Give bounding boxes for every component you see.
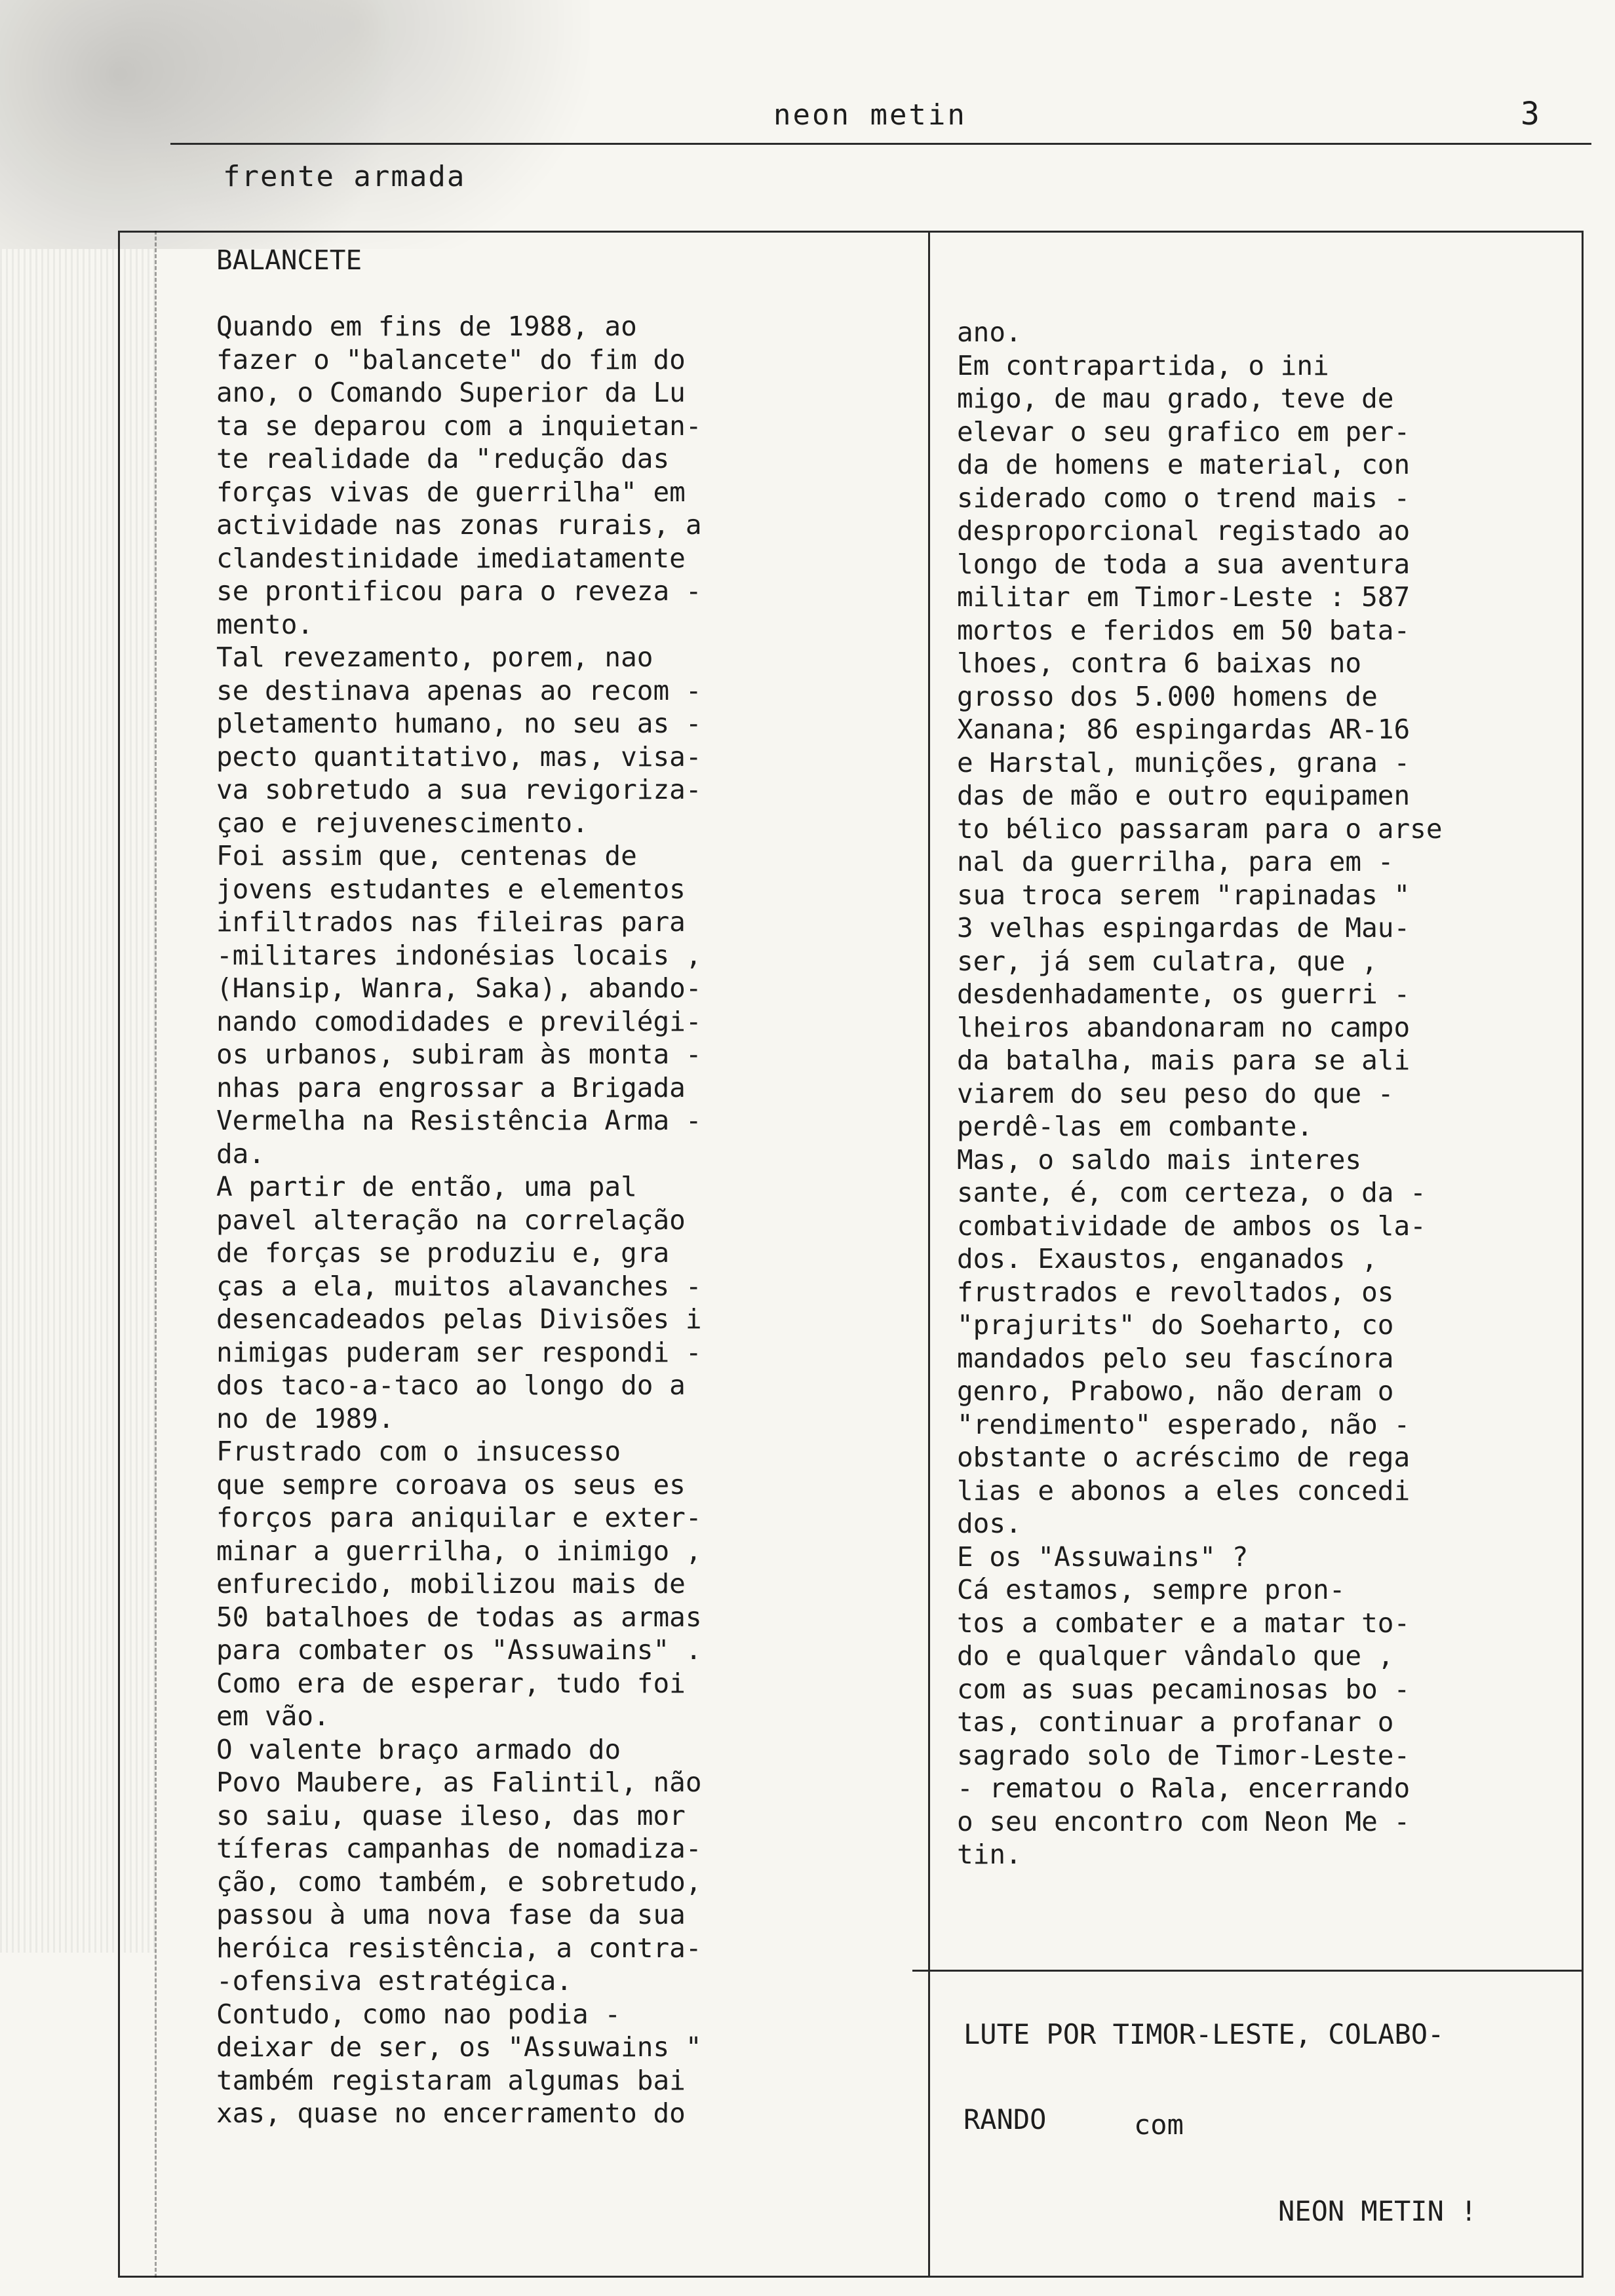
left-column — [216, 244, 898, 2130]
right-column-line: desproporcional registado ao — [957, 515, 1411, 546]
left-column-line: enfurecido, mobilizou mais de — [216, 1568, 686, 1599]
left-column-line: va sobretudo a sua revigoriza- — [216, 774, 702, 805]
left-column-line: também registaram algumas bai — [216, 2064, 686, 2096]
left-column-line: BALANCETE — [216, 244, 362, 276]
left-column-line: nimigas puderam ser respondi - — [216, 1336, 702, 1368]
right-column-line: nal da guerrilha, para em - — [957, 846, 1394, 877]
left-column-line: heróica resistência, a contra- — [216, 1932, 702, 1964]
left-column-line: O valente braço armado do — [216, 1733, 621, 1765]
right-column-line: da de homens e material, con — [957, 449, 1411, 480]
left-column-line: so saiu, quase ileso, das mor — [216, 1799, 686, 1831]
left-column-line: para combater os "Assuwains" . — [216, 1634, 702, 1666]
header-rule — [170, 143, 1591, 145]
advert-box — [950, 2012, 1553, 2248]
right-column-line: o seu encontro com Neon Me - — [957, 1805, 1411, 1837]
left-column-line: pavel alteração na correlação — [216, 1204, 686, 1236]
left-column-line: pletamento humano, no seu as - — [216, 708, 702, 739]
left-column-line: se destinava apenas ao recom - — [216, 674, 702, 706]
right-column-line: obstante o acréscimo de rega — [957, 1442, 1411, 1473]
left-column-line: (Hansip, Wanra, Saka), abando- — [216, 972, 702, 1004]
left-column-line: nhas para engrossar a Brigada — [216, 1071, 686, 1103]
right-column-line: E os "Assuwains" ? — [957, 1540, 1249, 1573]
right-column-line: siderado como o trend mais - — [957, 482, 1411, 514]
right-column-line: "prajurits" do Soeharto, co — [957, 1309, 1394, 1341]
right-column-line: ser, já sem culatra, que , — [957, 945, 1378, 977]
right-column-line: 3 velhas espingardas de Mau- — [957, 912, 1411, 944]
page-header — [0, 92, 1586, 144]
section-label: frente armada — [223, 160, 466, 193]
left-column-line: pecto quantitativo, mas, visa- — [216, 740, 702, 773]
right-column-line: tas, continuar a profanar o — [957, 1706, 1394, 1738]
left-column-line: mento. — [216, 608, 314, 640]
publication-title: neon metin — [773, 98, 967, 132]
left-column-line: Frustrado com o insucesso — [216, 1436, 621, 1467]
right-column-line: militar em Timor-Leste : 587 — [957, 581, 1411, 613]
right-column-line: do e qualquer vândalo que , — [957, 1640, 1394, 1672]
left-column-line: tíferas campanhas de nomadiza- — [216, 1833, 702, 1864]
left-column-line: passou à uma nova fase da sua — [216, 1899, 686, 1930]
advert-line-3: NEON METIN ! — [1278, 2195, 1477, 2227]
left-column-line: se prontificou para o reveza - — [216, 575, 702, 607]
right-column-line: migo, de mau grado, teve de — [957, 383, 1394, 414]
left-column-line: Vermelha na Resistência Arma - — [216, 1105, 702, 1136]
left-column-line: dos taco-a-taco ao longo do a — [216, 1369, 686, 1401]
right-column-line: - rematou o Rala, encerrando — [957, 1772, 1411, 1804]
right-column-line: sante, é, com certeza, o da - — [957, 1177, 1426, 1208]
page-number: 3 — [1521, 96, 1540, 132]
left-column-line: ças a ela, muitos alavanches - — [216, 1270, 702, 1302]
right-column-line: sagrado solo de Timor-Leste- — [957, 1739, 1411, 1771]
right-column-line: frustrados e revoltados, os — [957, 1276, 1394, 1308]
right-column-line: longo de toda a sua aventura — [957, 548, 1411, 580]
advert-line-1: LUTE POR TIMOR-LESTE, COLABO- — [963, 2018, 1445, 2050]
right-column-line: sua troca serem "rapinadas " — [957, 879, 1411, 911]
right-column-line: da batalha, mais para se ali — [957, 1044, 1411, 1076]
right-column-line: grosso dos 5.000 homens de — [957, 680, 1378, 712]
left-column-line: clandestinidade imediatamente — [216, 542, 686, 574]
left-column-line: deixar de ser, os "Assuwains " — [216, 2031, 702, 2063]
right-column-line: Xanana; 86 espingardas AR-16 — [957, 714, 1411, 745]
left-column-line: nando comodidades e previlégi- — [216, 1005, 702, 1037]
left-column-line: xas, quase no encerramento do — [216, 2097, 686, 2129]
left-column-line: -ofensiva estratégica. — [216, 1965, 573, 1997]
left-column-line — [216, 277, 898, 311]
right-column-line: lias e abonos a eles concedi — [957, 1474, 1411, 1506]
right-column-line: e Harstal, munições, grana - — [957, 746, 1411, 778]
left-column-line: os urbanos, subiram às monta - — [216, 1039, 702, 1070]
advert-box-rule — [912, 1970, 1584, 1972]
left-column-line: çao e rejuvenescimento. — [216, 807, 589, 839]
left-column-line: te realidade da "redução das — [216, 443, 670, 474]
left-column-line: infiltrados nas fileiras para — [216, 906, 686, 938]
right-column-line: tin. — [957, 1839, 1022, 1870]
left-column-line: A partir de então, uma pal — [216, 1171, 637, 1202]
left-column-line: que sempre coroava os seus es — [216, 1468, 686, 1501]
right-column-line: Em contrapartida, o ini — [957, 349, 1329, 381]
left-column-line: Como era de esperar, tudo foi — [216, 1667, 686, 1699]
right-column-line: Cá estamos, sempre pron- — [957, 1574, 1346, 1605]
right-column-line: "rendimento" esperado, não - — [957, 1408, 1411, 1440]
left-column-line: de forças se produziu e, gra — [216, 1237, 670, 1269]
right-column-line: dos. Exaustos, enganados , — [957, 1243, 1378, 1274]
left-column-line: ção, como também, e sobretudo, — [216, 1866, 702, 1898]
left-column-line: ano, o Comando Superior da Lu — [216, 377, 686, 408]
right-column-line: dos. — [957, 1508, 1022, 1539]
right-column-line: lheiros abandonaram no campo — [957, 1011, 1411, 1043]
right-column-line: mandados pelo seu fascínora — [957, 1342, 1394, 1374]
right-column-line: combatividade de ambos os la- — [957, 1210, 1426, 1242]
right-column-line: mortos e feridos em 50 bata- — [957, 614, 1411, 646]
left-column-line: Povo Maubere, as Falintil, não — [216, 1767, 702, 1798]
left-column-line: no de 1989. — [216, 1402, 395, 1434]
right-column-line: perdê-las em combante. — [957, 1111, 1313, 1142]
left-column-line: ta se deparou com a inquietan- — [216, 410, 702, 442]
left-column-line: fazer o "balancete" do fim do — [216, 343, 686, 375]
left-column-line: Contudo, como nao podia - — [216, 1998, 621, 2030]
left-column-line: Quando em fins de 1988, ao — [216, 311, 637, 342]
left-column-line: 50 batalhoes de todas as armas — [216, 1601, 702, 1633]
right-column-line: elevar o seu grafico em per- — [957, 415, 1411, 448]
left-column-line: minar a guerrilha, o inimigo , — [216, 1535, 702, 1567]
right-column-line: to bélico passaram para o arse — [957, 813, 1443, 845]
advert-line-2a: RANDO — [963, 2103, 1047, 2135]
left-column-line: Foi assim que, centenas de — [216, 840, 637, 871]
left-column-line: actividade nas zonas rurais, a — [216, 509, 702, 541]
left-column-line: Tal revezamento, porem, nao — [216, 641, 653, 673]
right-column-line: das de mão e outro equipamen — [957, 780, 1411, 811]
advert-line-2b: com — [1134, 2109, 1184, 2141]
left-column-line: forços para aniquilar e exter- — [216, 1502, 702, 1533]
right-column-line: genro, Prabowo, não deram o — [957, 1375, 1394, 1407]
left-column-line: jovens estudantes e elementos — [216, 873, 686, 905]
right-column — [957, 316, 1547, 1871]
left-column-line: da. — [216, 1138, 265, 1170]
left-column-line: em vão. — [216, 1700, 330, 1732]
left-column-line: desencadeados pelas Divisões i — [216, 1303, 702, 1335]
right-column-line: com as suas pecaminosas bo - — [957, 1673, 1411, 1705]
left-column-line: -militares indonésias locais , — [216, 939, 702, 971]
right-column-line: viarem do seu peso do que - — [957, 1077, 1394, 1109]
left-column-line: forças vivas de guerrilha" em — [216, 476, 686, 508]
right-column-line: desdenhadamente, os guerri - — [957, 978, 1411, 1010]
right-column-line: lhoes, contra 6 baixas no — [957, 647, 1362, 679]
right-column-line: Mas, o saldo mais interes — [957, 1143, 1362, 1176]
right-column-line: tos a combater e a matar to- — [957, 1607, 1411, 1639]
right-column-line: ano. — [957, 316, 1022, 348]
